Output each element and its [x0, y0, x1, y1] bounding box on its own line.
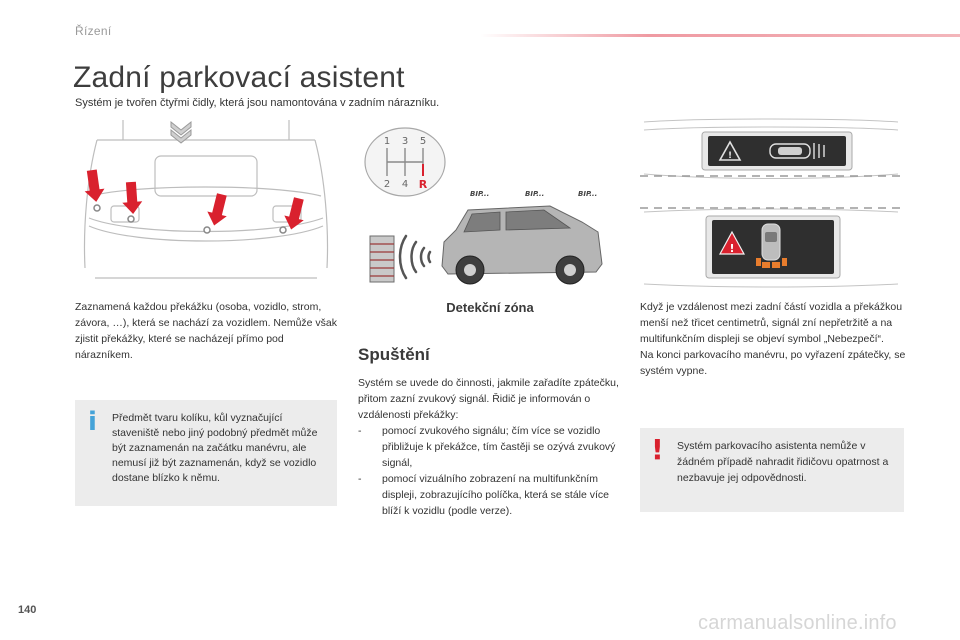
- list-item: - pomocí vizuálního zobrazení na multifunkčním displeji, zobrazujícího políčka, která se stále více blíží k vozidlu (podle verze).: [358, 471, 620, 519]
- detection-zone-title: Detekční zóna: [446, 300, 534, 315]
- info-icon: i: [88, 407, 97, 437]
- info-note-box: [75, 400, 337, 506]
- activation-text: Systém se uvede do činnosti, jakmile zařadíte zpátečku, přitom zazní zvukový signál. Řidič je informován o vzdálenosti překážky:: [358, 377, 619, 421]
- warning-icon: !: [651, 433, 664, 466]
- rear-bumper-illustration: [75, 118, 337, 290]
- page-number: 140: [18, 604, 37, 616]
- warning-note-box: [640, 428, 904, 512]
- svg-text:3: 3: [401, 136, 409, 147]
- feedback-list: [358, 423, 620, 519]
- svg-text:4: 4: [401, 179, 409, 190]
- multifunction-display-illustration: [640, 116, 902, 292]
- intro-text: Systém je tvořen čtyřmi čidly, která jsou namontována v zadním nárazníku.: [75, 97, 440, 109]
- header-accent-line: [480, 34, 960, 37]
- section-label: Řízení: [75, 24, 112, 38]
- danger-description-text: Když je vzdálenost mezi zadní částí vozidla a překážkou menší než třicet centimetrů, signál zní nepřetržitě a na multifunkčním displeji se objeví symbol „Nebezpečí“. Na konci parkovacího manévru, po vyřazení zpátečky, se systém vypne.: [640, 301, 906, 377]
- list-item: - pomocí zvukového signálu; čím více se vozidlo přibližuje k překážce, tím častěji se ozývá zvukový signál,: [358, 423, 620, 471]
- info-note-text: Předmět tvaru kolíku, kůl vyznačující staveniště nebo jiný podobný předmět může být zaznamenán na začátku manévru, ale nemusí již být zaznamenán, když se vozidlo dostane blízko k němu.: [112, 412, 318, 484]
- svg-text:BIP...: BIP...: [525, 190, 545, 198]
- sensor-description-text: Zaznamená každou překážku (osoba, vozidlo, strom, závora, …), která se nachází za vozidlem. Nemůže však zjistit překážky, které se nacházejí přímo pod nárazníkem.: [75, 301, 338, 361]
- svg-text:!: !: [727, 151, 733, 161]
- svg-text:2: 2: [383, 179, 391, 190]
- warning-note-text: Systém parkovacího asistenta nemůže v žádném případě nahradit řidičovu opatrnost a nezbavuje jej odpovědnosti.: [677, 440, 889, 484]
- watermark: carmanualsonline.info: [698, 612, 897, 634]
- svg-text:BIP...: BIP...: [470, 190, 490, 198]
- svg-text:R: R: [418, 178, 428, 191]
- activation-section: [358, 375, 620, 519]
- svg-text:1: 1: [383, 136, 391, 147]
- activation-heading: Spuštění: [358, 345, 430, 364]
- svg-text:BIP...: BIP...: [578, 190, 598, 198]
- svg-text:!: !: [729, 242, 735, 255]
- page-title: Zadní parkovací asistent: [73, 61, 405, 94]
- svg-text:5: 5: [419, 136, 427, 147]
- detection-zone-illustration: [360, 186, 615, 290]
